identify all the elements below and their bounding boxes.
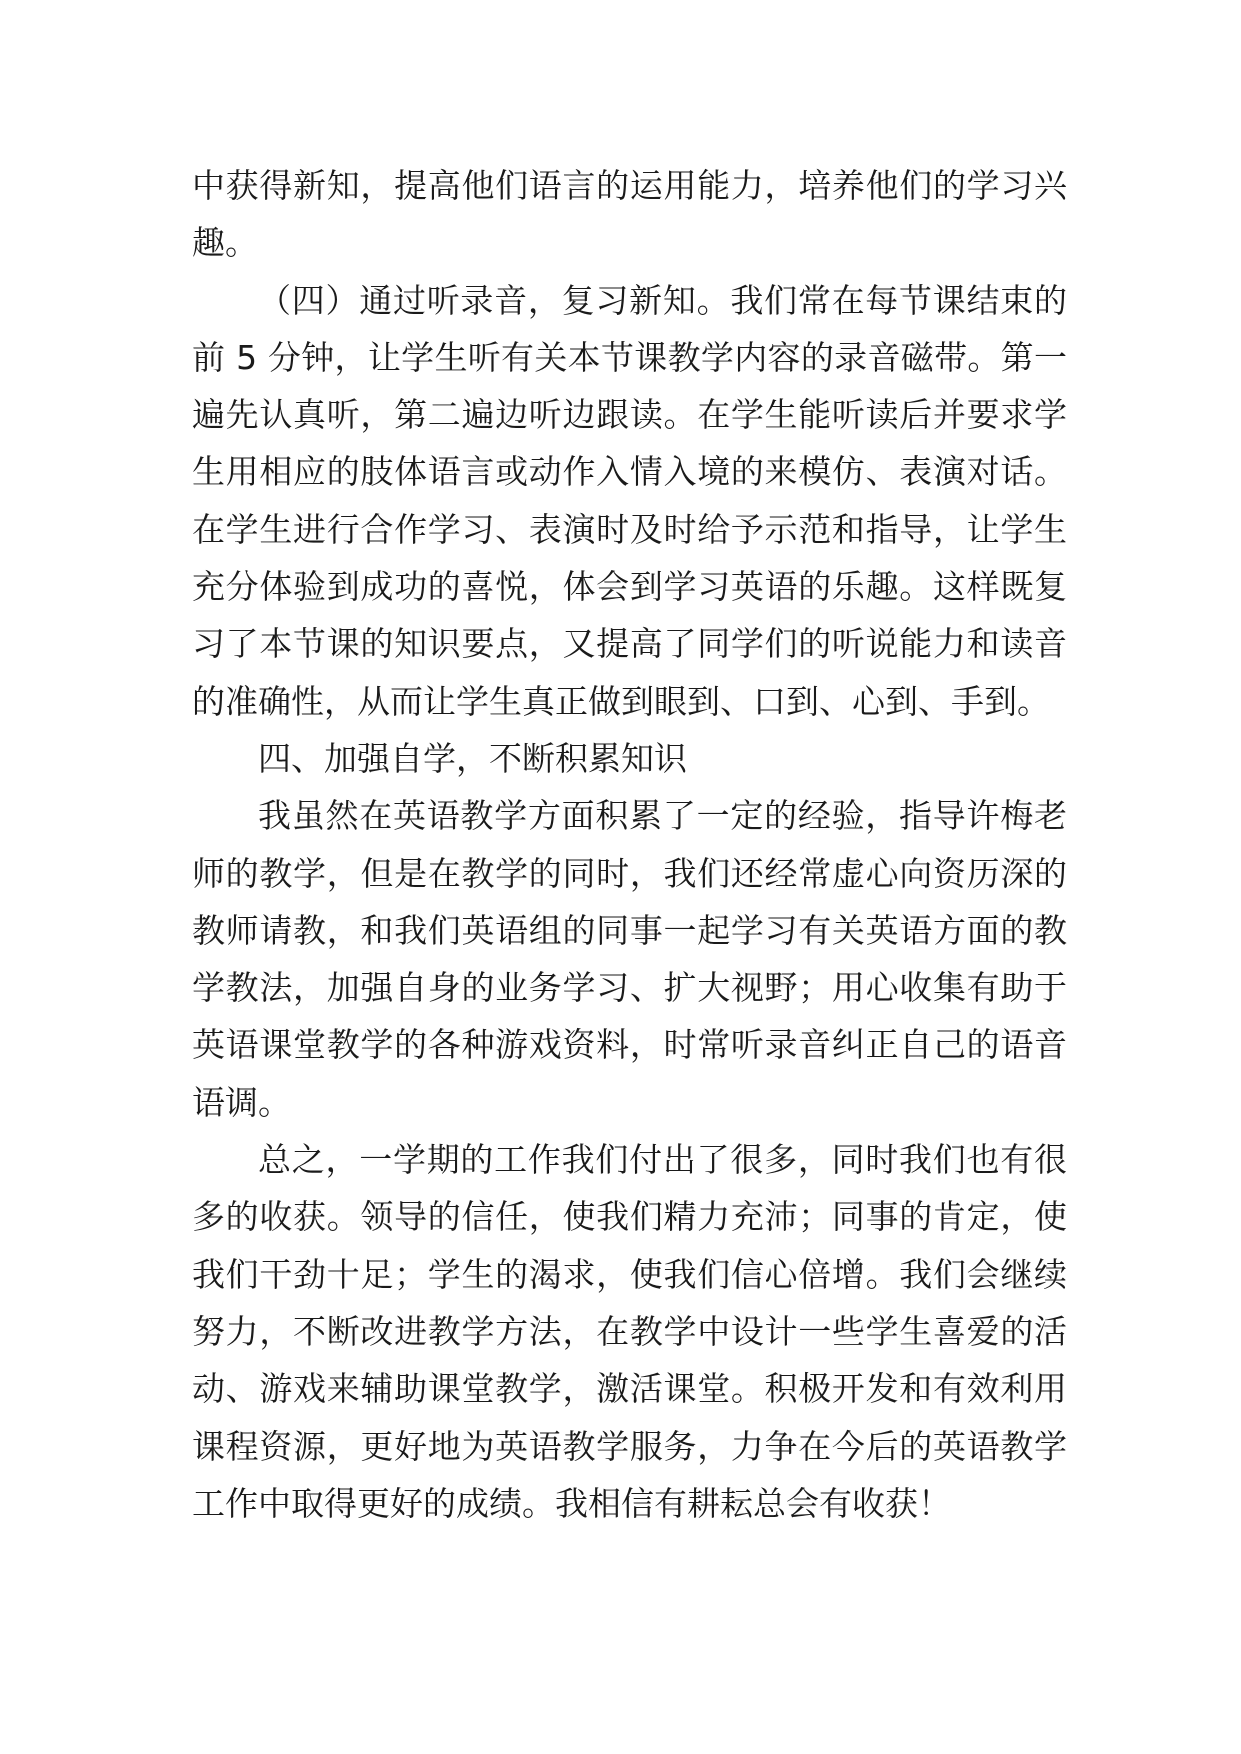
document-body: [192, 157, 1067, 1532]
text-line: （四）通过听录音，复习新知。我们常在每节课结束的: [258, 280, 1067, 320]
paragraph-p2: [192, 272, 1067, 730]
text-line: 教师请教，和我们英语组的同事一起学习有关英语方面的教: [192, 910, 1067, 950]
text-line: 趣。: [192, 223, 258, 263]
text-line: 的准确性，从而让学生真正做到眼到、口到、心到、手到。: [192, 681, 1050, 721]
text-line: 四、加强自学，不断积累知识: [258, 738, 687, 778]
text-line: 语调。: [192, 1082, 291, 1122]
text-line: 充分体验到成功的喜悦，体会到学习英语的乐趣。这样既复: [192, 567, 1067, 607]
text-line: 中获得新知，提高他们语言的运用能力，培养他们的学习兴: [192, 166, 1067, 205]
paragraph-p4: [192, 787, 1067, 1131]
text-line: 多的收获。领导的信任，使我们精力充沛；同事的肯定，使: [192, 1197, 1067, 1237]
paragraph-p5: [192, 1131, 1067, 1532]
text-line: 在学生进行合作学习、表演时及时给予示范和指导，让学生: [192, 509, 1067, 549]
text-line: 总之，一学期的工作我们付出了很多，同时我们也有很: [258, 1140, 1067, 1180]
text-line: 师的教学，但是在教学的同时，我们还经常虚心向资历深的: [192, 853, 1067, 893]
text-line: 遍先认真听，第二遍边听边跟读。在学生能听读后并要求学: [192, 395, 1067, 435]
text-line: 动、游戏来辅助课堂教学，激活课堂。积极开发和有效利用: [192, 1369, 1067, 1409]
text-line: 学教法，加强自身的业务学习、扩大视野；用心收集有助于: [192, 968, 1067, 1008]
text-line: 习了本节课的知识要点，又提高了同学们的听说能力和读音: [192, 624, 1067, 664]
text-line: 我虽然在英语教学方面积累了一定的经验，指导许梅老: [258, 796, 1067, 836]
paragraph-p1: [192, 157, 1067, 272]
text-line: 生用相应的肢体语言或动作入情入境的来模仿、表演对话。: [192, 452, 1067, 492]
paragraph-p3: [192, 730, 1067, 787]
text-line: 课程资源，更好地为英语教学服务，力争在今后的英语教学: [192, 1426, 1067, 1466]
text-line: 努力，不断改进教学方法，在教学中设计一些学生喜爱的活: [192, 1311, 1067, 1351]
text-line: 工作中取得更好的成绩。我相信有耕耘总会有收获！: [192, 1483, 951, 1523]
text-line: 前 5 分钟，让学生听有关本节课教学内容的录音磁带。第一: [192, 337, 1067, 377]
text-line: 我们干劲十足；学生的渴求，使我们信心倍增。我们会继续: [192, 1254, 1067, 1294]
text-line: 英语课堂教学的各种游戏资料，时常听录音纠正自己的语音: [192, 1025, 1067, 1065]
